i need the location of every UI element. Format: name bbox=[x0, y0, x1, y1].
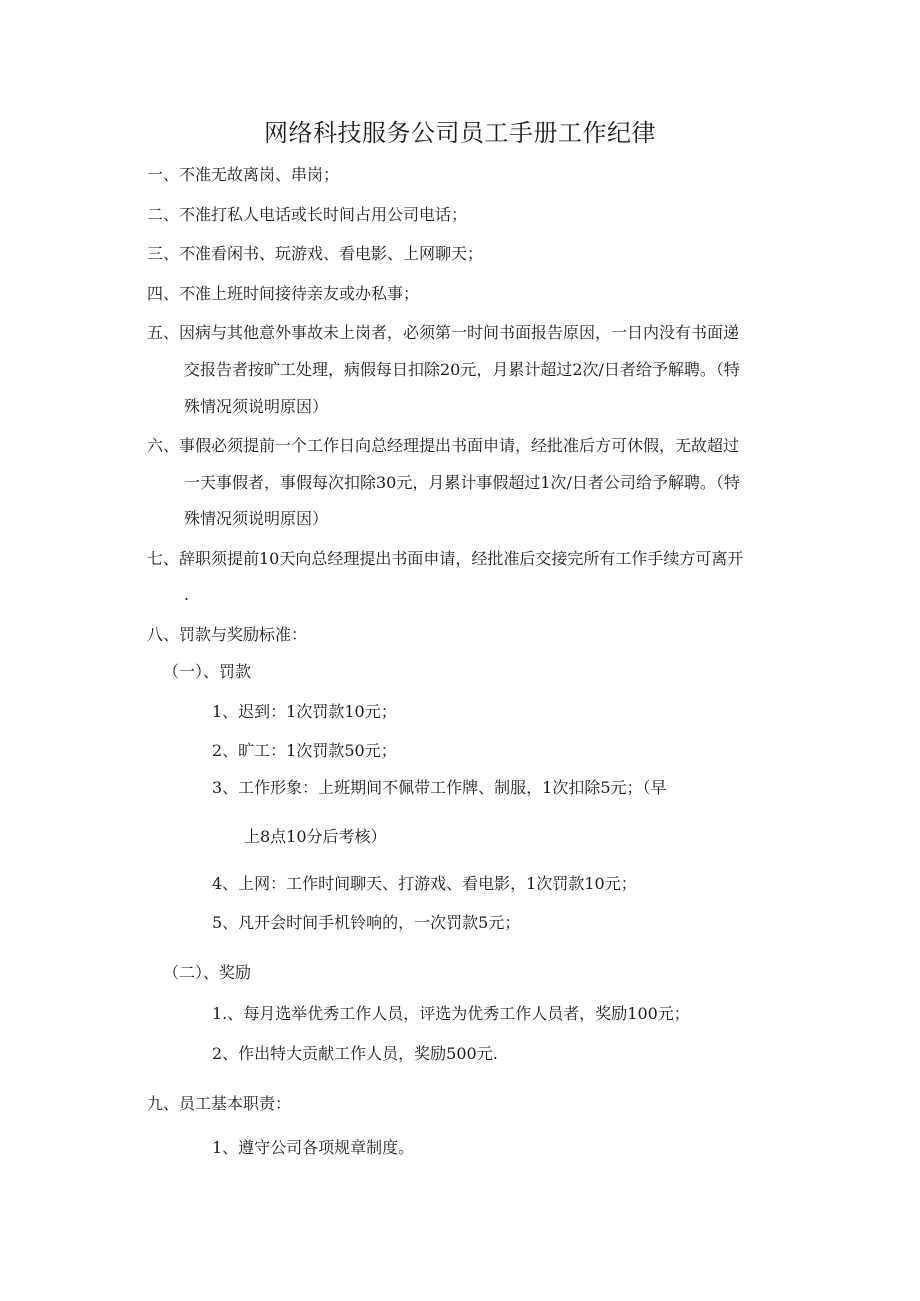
reward-item-1: 1.、每月选举优秀工作人员，评选为优秀工作人员者，奖励100元； bbox=[212, 1004, 690, 1023]
fine-item-1: 1、迟到：1次罚款10元； bbox=[212, 702, 397, 721]
rule-8-heading: 八、罚款与奖励标准： bbox=[147, 625, 308, 644]
fines-heading: （一）、罚款 bbox=[163, 662, 252, 681]
fine-item-3-line-1: 3、工作形象：上班期间不佩带工作牌、制服，1次扣除5元；（早 bbox=[212, 778, 667, 797]
fine-item-3-line-2: 上8点10分后考核） bbox=[244, 827, 387, 846]
fine-item-5: 5、凡开会时间手机铃响的，一次罚款5元； bbox=[212, 913, 521, 932]
document-title: 网络科技服务公司员工手册工作纪律 bbox=[264, 119, 656, 147]
rule-6-line-2: 一天事假者，事假每次扣除30元，月累计事假超过1次/日者公司给予解聘。（特 bbox=[184, 473, 740, 492]
rule-4: 四、不准上班时间接待亲友或办私事； bbox=[147, 284, 420, 303]
fine-item-2: 2、旷工：1次罚款50元； bbox=[212, 741, 397, 760]
rule-3: 三、不准看闲书、玩游戏、看电影、上网聊天； bbox=[147, 244, 484, 263]
duty-item-1: 1、遵守公司各项规章制度。 bbox=[212, 1138, 415, 1157]
rule-6-line-3: 殊情况须说明原因） bbox=[184, 509, 329, 528]
fine-item-4: 4、上网：工作时间聊天、打游戏、看电影，1次罚款10元； bbox=[212, 874, 637, 893]
reward-item-2: 2、作出特大贡献工作人员，奖励500元. bbox=[212, 1044, 498, 1063]
rule-9-heading: 九、员工基本职责： bbox=[147, 1094, 292, 1113]
rule-5-line-2: 交报告者按旷工处理，病假每日扣除20元，月累计超过2次/日者给予解聘。（特 bbox=[184, 360, 740, 379]
rule-7-line-1: 七、辞职须提前10天向总经理提出书面申请，经批准后交接完所有工作手续方可离开 bbox=[147, 549, 744, 568]
rule-5-line-3: 殊情况须说明原因） bbox=[184, 397, 329, 416]
rule-1: 一、不准无故离岗、串岗； bbox=[147, 165, 340, 184]
rule-6-line-1: 六、事假必须提前一个工作日向总经理提出书面申请，经批准后方可休假，无故超过 bbox=[147, 436, 740, 455]
rule-5-line-1: 五、因病与其他意外事故未上岗者，必须第一时间书面报告原因，一日内没有书面递 bbox=[147, 323, 740, 342]
rule-2: 二、不准打私人电话或长时间占用公司电话； bbox=[147, 205, 468, 224]
rule-7-line-2: . bbox=[184, 585, 190, 604]
rewards-heading: （二）、奖励 bbox=[163, 963, 252, 982]
